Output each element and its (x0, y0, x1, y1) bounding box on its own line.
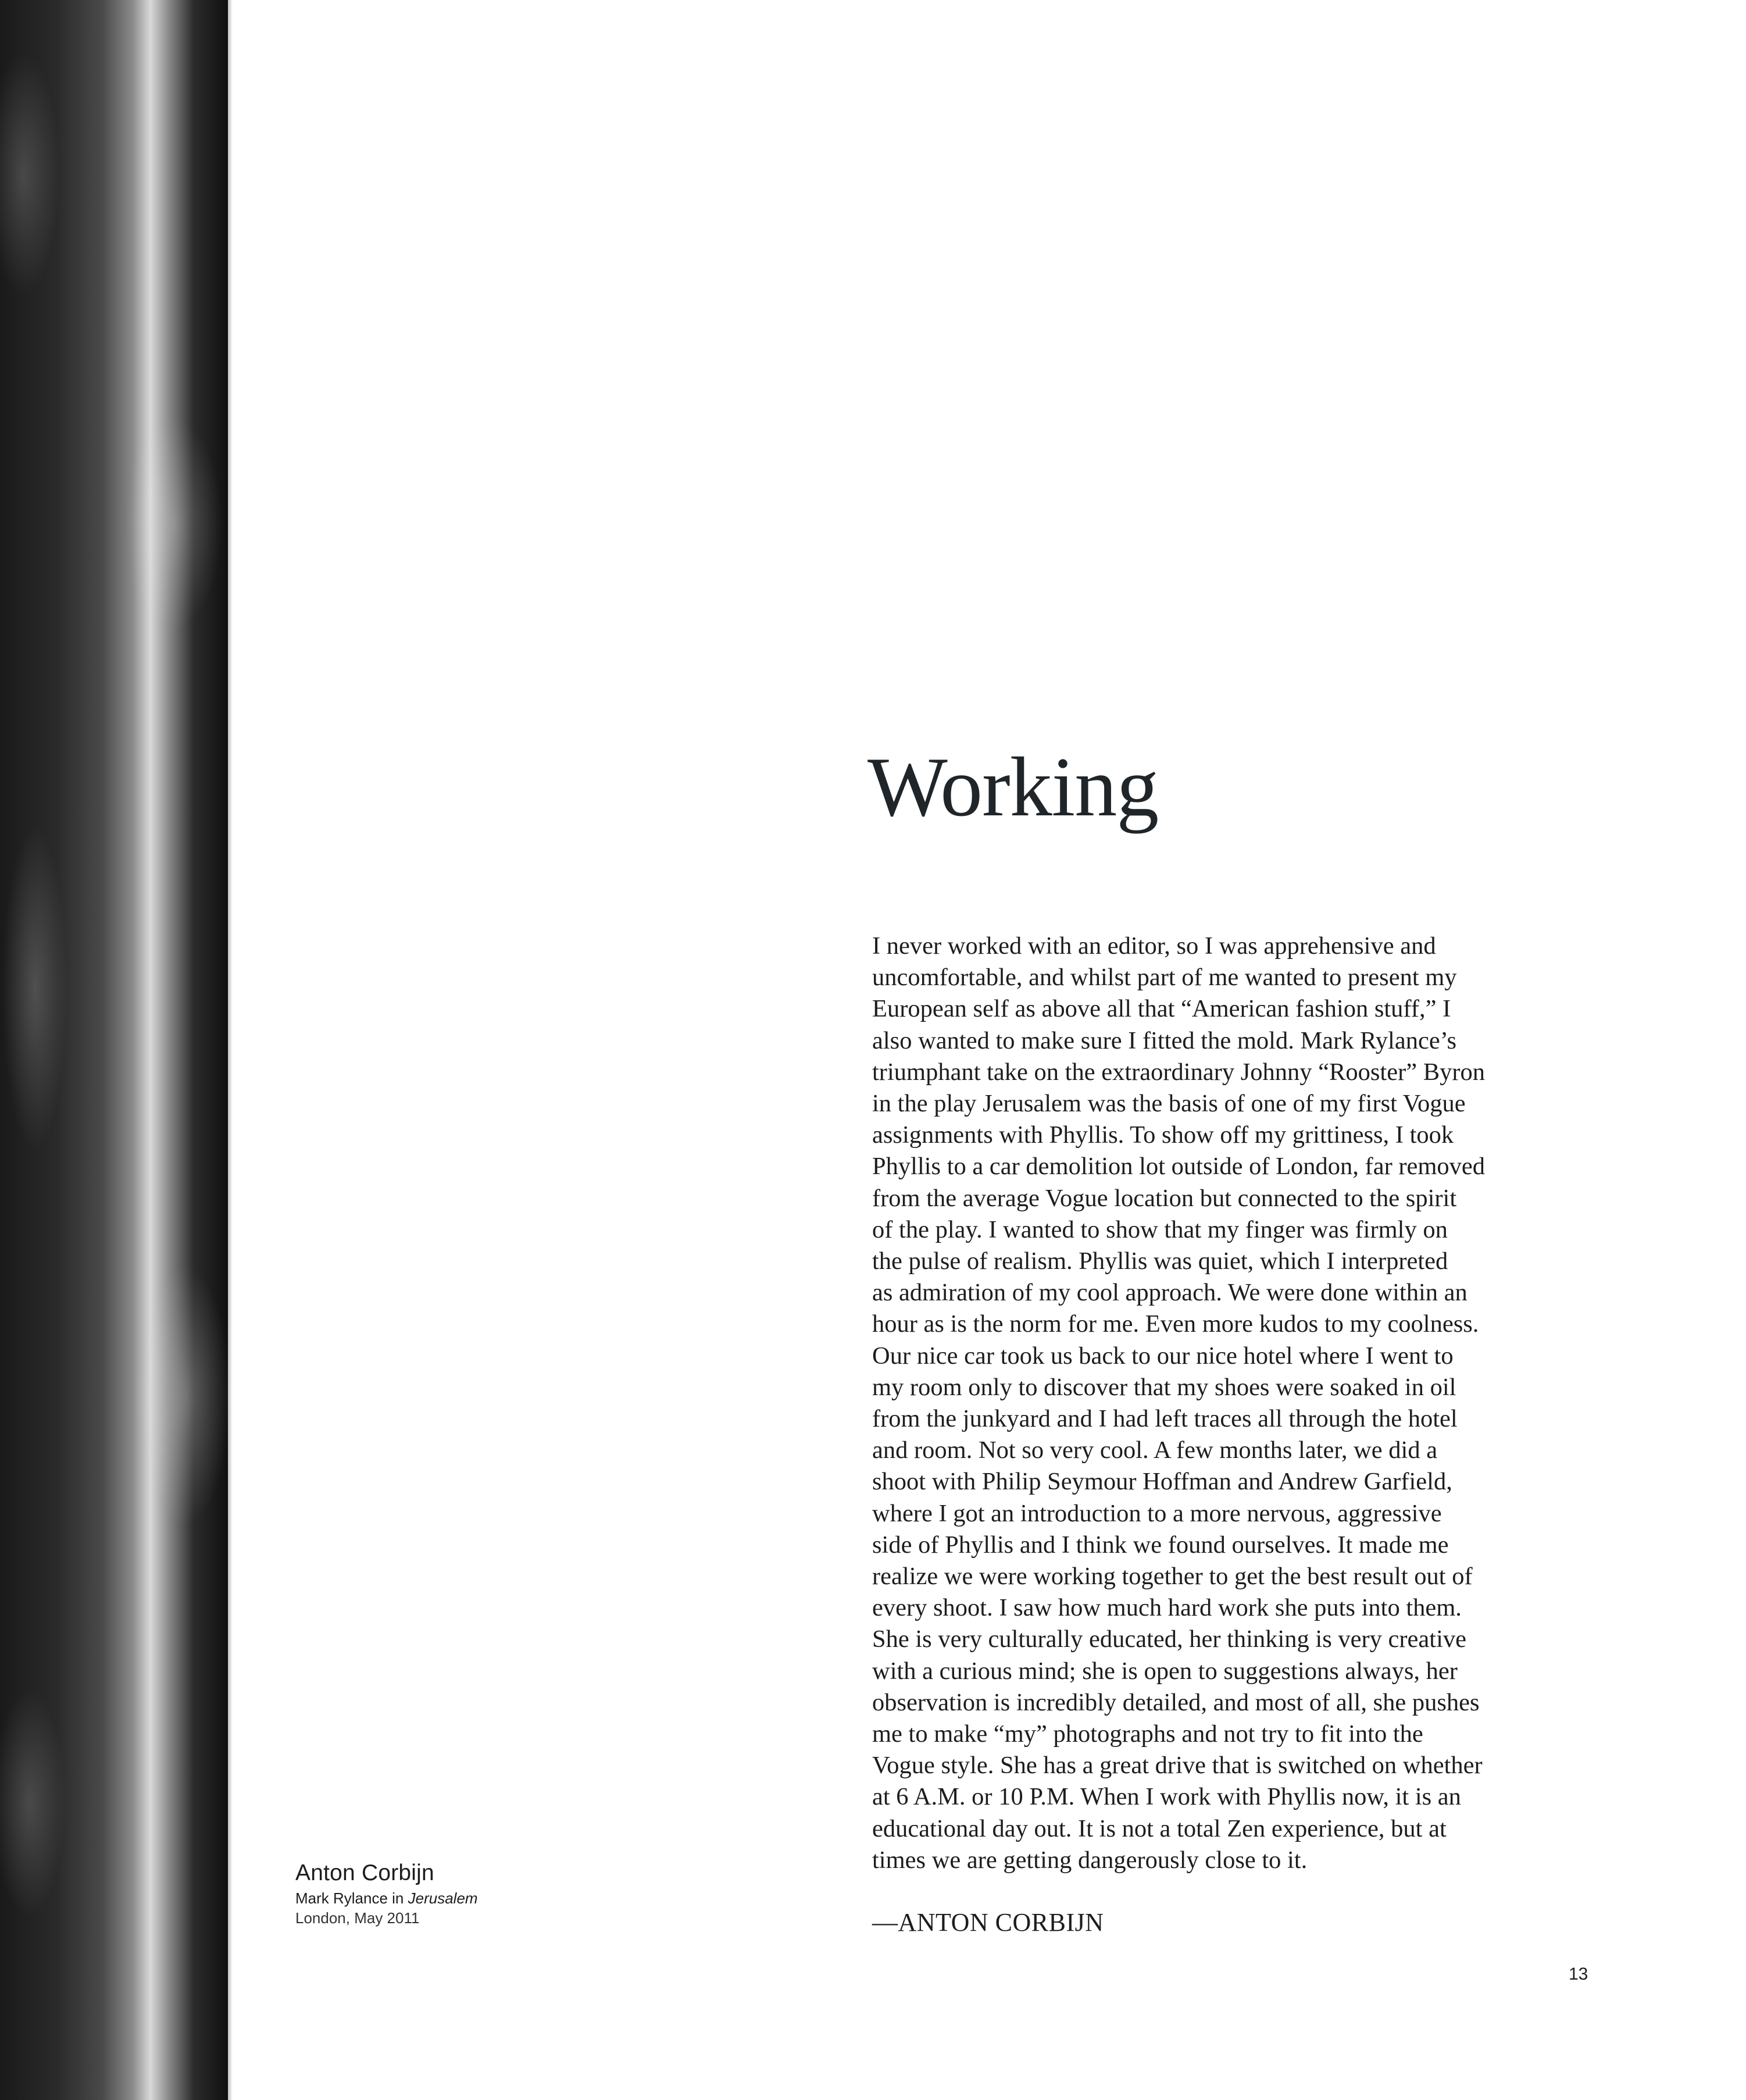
photo-credit (295, 1858, 478, 1928)
page-title: Working (867, 740, 1159, 834)
photo-subject-work: Jerusalem (408, 1889, 478, 1907)
author-signature: —ANTON CORBIJN (872, 1908, 1104, 1937)
photo-subject-prefix: Mark Rylance in (295, 1889, 404, 1907)
photo-place-date: London, May 2011 (295, 1909, 420, 1927)
photograph-strip (0, 0, 228, 2100)
photo-subject (295, 1888, 478, 1908)
photograph-edge-shadow (228, 0, 233, 2100)
essay-body: I never worked with an editor, so I was apprehensive and uncomfortable, and whilst part of me wanted to present my European self as above all that “American fashion stuff,” I also wanted to make sure I fitted the mold. Mark Rylance’s triumphant take on the extraordinary Johnny “Rooster” Byron in the play Jerusalem was the basis of one of my first Vogue assignments with Phyllis. To show off my grittiness, I took Phyllis to a car demolition lot outside of London, far removed from the average Vogue location but connected to the spirit of the play. I wanted to show that my finger was firmly on the pulse of realism. Phyllis was quiet, which I interpreted as admiration of my cool approach. We were done within an hour as is the norm for me. Even more kudos to my coolness. Our nice car took us back to our nice hotel where I went to my room only to discover that my shoes were soaked in oil from the junkyard and I had left traces all through the hotel and room. Not so very cool. A few months later, we did a shoot with Philip Seymour Hoffman and Andrew Garfield, where I got an introduction to a more nervous, aggressive side of Phyllis and I think we found ourselves. It made me realize we were working together to get the best result out of every shoot. I saw how much hard work she puts into them. She is very culturally educated, her thinking is very creative with a curious mind; she is open to suggestions always, her observation is incredibly detailed, and most of all, she pushes me to make “my” photographs and not try to fit into the Vogue style. She has a great drive that is switched on whether at 6 A.M. or 10 P.M. When I work with Phyllis now, it is an educational day out. It is not a total Zen experience, but at times we are getting dangerously close to it. (872, 932, 1486, 1874)
photographer-name: Anton Corbijn (295, 1860, 434, 1885)
page-number: 13 (1569, 1964, 1588, 1984)
